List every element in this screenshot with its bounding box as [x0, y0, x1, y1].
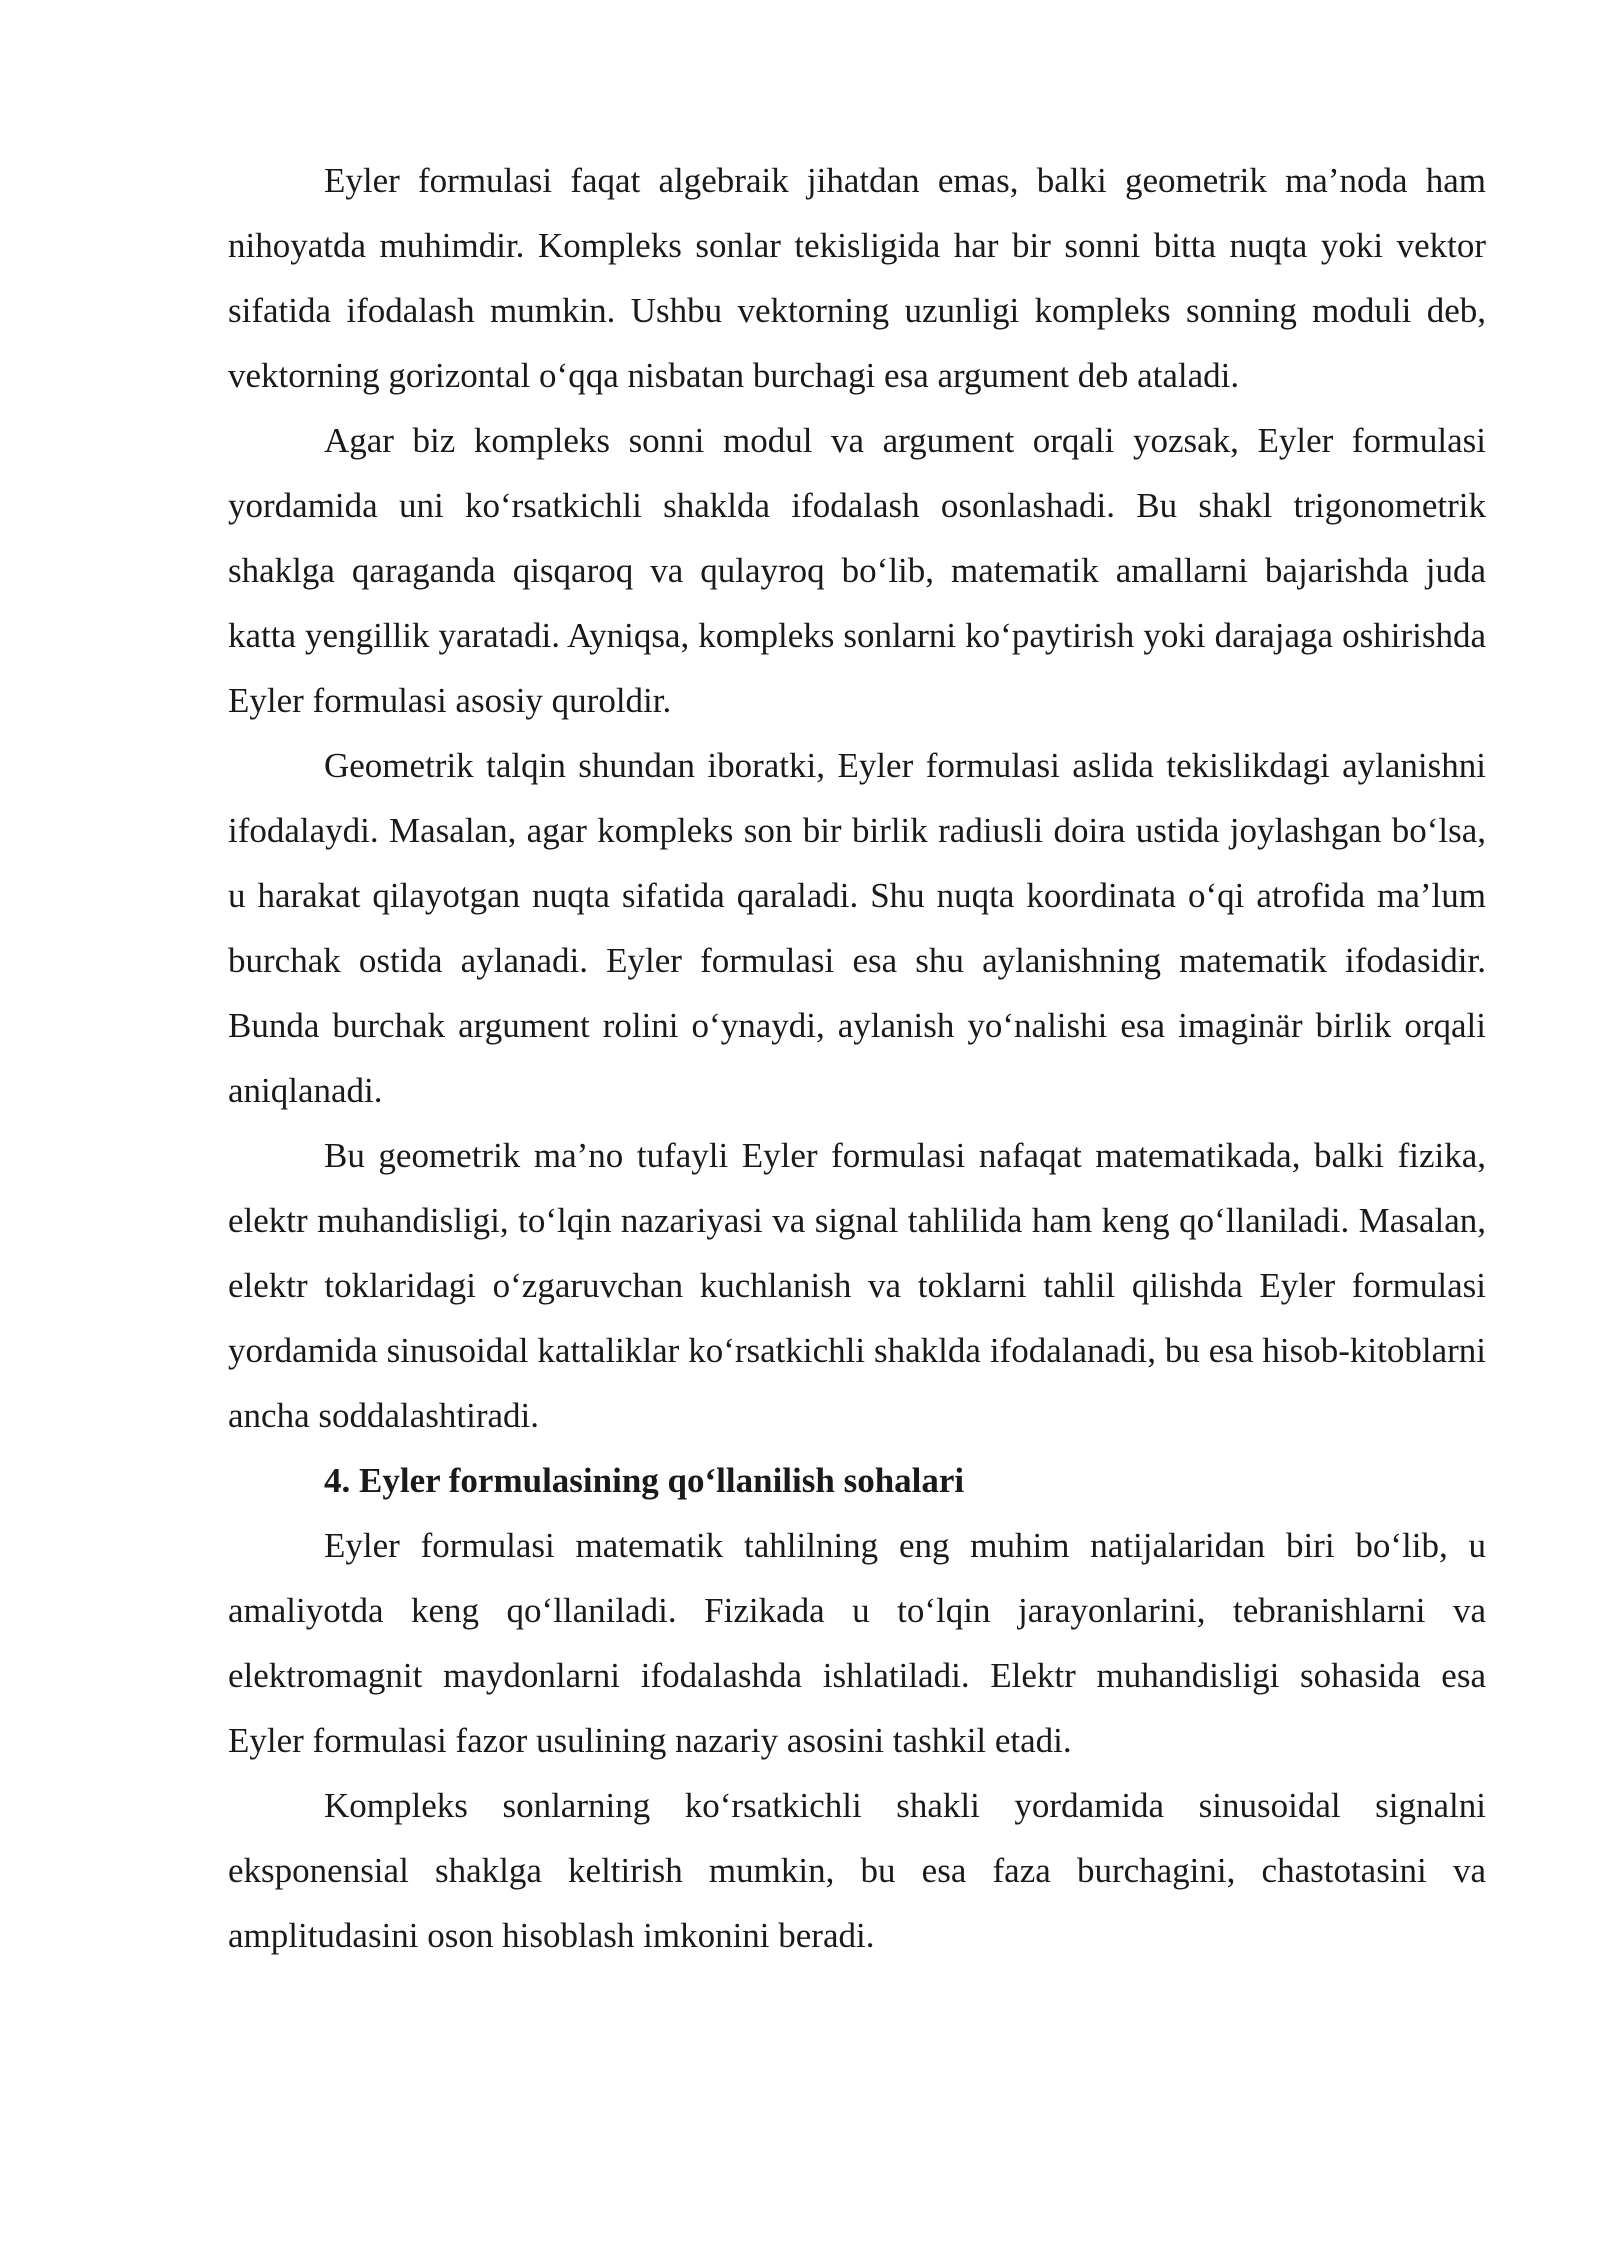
paragraph: Eyler formulasi matematik tahlilning eng muhim natijalaridan biri bo‘lib, u amaliyotda keng qo‘llaniladi. Fizikada u to‘lqin jarayonlarini, tebranishlarni va elektromagnit maydonlarni ifodalashda ishlatiladi. Elektr muhandisligi sohasida esa Eyler formulasi fazor usulining nazariy asosini tashkil etadi. — [228, 1526, 1486, 1760]
section-heading: 4. Eyler formulasining qo‘llanilish sohalari — [324, 1461, 965, 1500]
paragraph: Geometrik talqin shundan iboratki, Eyler formulasi aslida tekislikdagi aylanishni ifodalaydi. Masalan, agar kompleks son bir birlik radiusli doira ustida joylashgan bo‘lsa, u harakat qilayotgan nuqta sifatida qaraladi. Shu nuqta koordinata o‘qi atrofida ma’lum burchak ostida aylanadi. Eyler formulasi esa shu aylanishning matematik ifodasidir. Bunda burchak argument rolini o‘ynaydi, aylanish yo‘nalishi esa imaginär birlik orqali aniqlanadi. — [228, 746, 1486, 1110]
document-page — [228, 148, 1486, 1968]
paragraph: Agar biz kompleks sonni modul va argument orqali yozsak, Eyler formulasi yordamida uni ko‘rsatkichli shaklda ifodalash osonlashadi. Bu shakl trigonometrik shaklga qaraganda qisqaroq va qulayroq bo‘lib, matematik amallarni bajarishda juda katta yengillik yaratadi. Ayniqsa, kompleks sonlarni ko‘paytirish yoki darajaga oshirishda Eyler formulasi asosiy quroldir. — [228, 421, 1486, 720]
paragraph: Bu geometrik ma’no tufayli Eyler formulasi nafaqat matematikada, balki fizika, elektr muhandisligi, to‘lqin nazariyasi va signal tahlilida ham keng qo‘llaniladi. Masalan, elektr toklaridagi o‘zgaruvchan kuchlanish va toklarni tahlil qilishda Eyler formulasi yordamida sinusoidal kattaliklar ko‘rsatkichli shaklda ifodalanadi, bu esa hisob-kitoblarni ancha soddalashtiradi. — [228, 1136, 1486, 1435]
paragraph: Kompleks sonlarning ko‘rsatkichli shakli yordamida sinusoidal signalni eksponensial shaklga keltirish mumkin, bu esa faza burchagini, chastotasini va amplitudasini oson hisoblash imkonini beradi. — [228, 1786, 1486, 1955]
paragraph: Eyler formulasi faqat algebraik jihatdan emas, balki geometrik ma’noda ham nihoyatda muhimdir. Kompleks sonlar tekisligida har bir sonni bitta nuqta yoki vektor sifatida ifodalash mumkin. Ushbu vektorning uzunligi kompleks sonning moduli deb, vektorning gorizontal o‘qqa nisbatan burchagi esa argument deb ataladi. — [228, 161, 1486, 395]
